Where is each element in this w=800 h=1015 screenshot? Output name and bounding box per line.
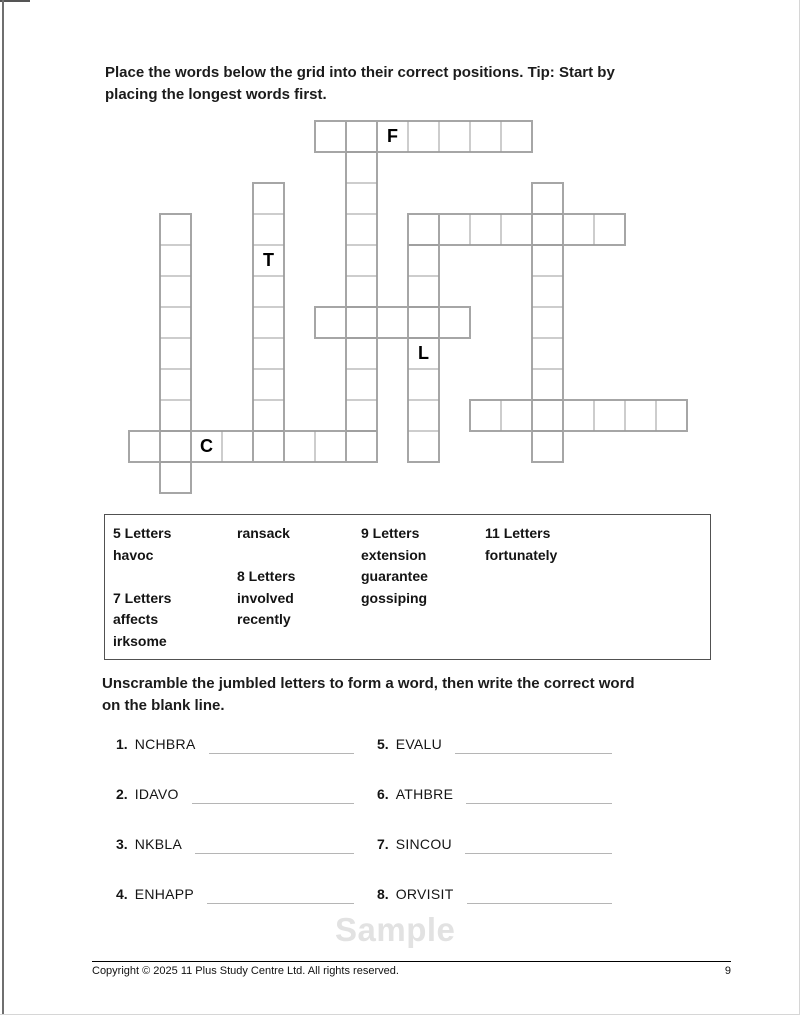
answer-blank-line	[209, 735, 354, 754]
word-bank-entry: havoc	[113, 546, 154, 563]
page-edge-left	[2, 0, 4, 1015]
word-bank-entry: affects	[113, 611, 159, 627]
sample-watermark: Sample	[335, 911, 456, 948]
jumbled-word: IDAVO	[134, 786, 179, 802]
unscramble-item-3	[116, 835, 354, 854]
jumbled-word: SINCOU	[395, 836, 452, 852]
jumbled-word: ATHBRE	[395, 786, 454, 802]
unscramble-item-7	[377, 835, 612, 854]
word-bank-entry: 9 Letters	[361, 525, 420, 541]
jumbled-word: ENHAPP	[134, 886, 195, 902]
word-bank-column-4	[485, 523, 557, 566]
word-bank-entry: 8 Letters	[237, 568, 296, 584]
word-bank-entry: guarantee	[361, 568, 428, 584]
unscramble-instructions-line2: on the blank line.	[102, 696, 225, 714]
jumbled-word: ORVISIT	[395, 886, 454, 902]
word-bank-column-1	[113, 523, 171, 652]
crossword-instructions-line2: placing the longest words first.	[105, 85, 327, 103]
answer-blank-line	[455, 735, 612, 754]
word-bank-entry: 7 Letters	[113, 589, 172, 606]
page-number: 9	[724, 965, 731, 977]
footer-rule	[92, 961, 731, 962]
item-number: 5.	[377, 736, 389, 752]
word-bank-box	[104, 514, 711, 660]
word-block-down-fortunately	[346, 121, 377, 462]
word-block-across-irksome	[408, 214, 625, 245]
answer-blank-line	[207, 885, 354, 904]
word-bank-entry: 5 Letters	[113, 525, 172, 541]
word-bank-entry: irksome	[113, 632, 167, 649]
unscramble-item-5	[377, 735, 612, 754]
unscramble-item-8	[377, 885, 612, 904]
word-bank-spacer	[237, 545, 295, 567]
page-edge-top	[0, 0, 30, 2]
word-block-down-extension	[253, 183, 284, 462]
word-block-across-recently	[129, 431, 377, 462]
word-bank-entry: 11 Letters	[485, 525, 551, 541]
word-block-across-havoc	[315, 307, 470, 338]
word-bank-entry: gossiping	[361, 589, 428, 606]
word-block-down-guarantee	[160, 214, 191, 493]
unscramble-instructions	[102, 673, 635, 716]
word-bank-entry: recently	[237, 611, 291, 627]
word-bank-spacer	[113, 566, 171, 588]
word-bank-entry: ransack	[237, 525, 290, 541]
word-block-down-gossiping	[532, 183, 563, 462]
word-bank-entry: extension	[361, 546, 427, 563]
crossword-instructions	[105, 62, 615, 105]
crossword-instructions-line1: Place the words below the grid into their correct positions. Tip: Start by	[105, 64, 615, 81]
jumbled-word: NKBLA	[134, 836, 183, 852]
item-number: 7.	[377, 836, 389, 852]
prefilled-letter-T: T	[263, 250, 274, 270]
item-number: 4.	[116, 886, 128, 902]
item-number: 2.	[116, 786, 128, 802]
word-bank-column-2	[237, 523, 295, 631]
jumbled-word: EVALU	[395, 736, 443, 752]
unscramble-item-4	[116, 885, 354, 904]
word-block-across-ransack	[470, 400, 687, 431]
unscramble-instructions-line1: Unscramble the jumbled letters to form a word, then write the correct word	[102, 675, 635, 692]
unscramble-item-6	[377, 785, 612, 804]
unscramble-item-2	[116, 785, 354, 804]
item-number: 6.	[377, 786, 389, 802]
item-number: 3.	[116, 836, 128, 852]
prefilled-letter-L: L	[418, 343, 429, 363]
word-bank-entry: involved	[237, 589, 294, 606]
answer-blank-line	[192, 785, 354, 804]
footer-copyright: Copyright © 2025 11 Plus Study Centre Ltd. All rights reserved.	[92, 965, 399, 977]
answer-blank-line	[466, 785, 612, 804]
jumbled-word: NCHBRA	[134, 736, 196, 752]
word-block-across-affects	[315, 121, 532, 152]
answer-blank-line	[195, 835, 354, 854]
answer-blank-line	[465, 835, 612, 854]
prefilled-letter-C: C	[200, 436, 213, 456]
item-number: 8.	[377, 886, 389, 902]
answer-blank-line	[467, 885, 612, 904]
unscramble-item-1	[116, 735, 354, 754]
word-bank-entry: fortunately	[485, 546, 558, 563]
prefilled-letter-F: F	[387, 126, 398, 146]
item-number: 1.	[116, 736, 128, 752]
word-bank-column-3	[361, 523, 428, 609]
